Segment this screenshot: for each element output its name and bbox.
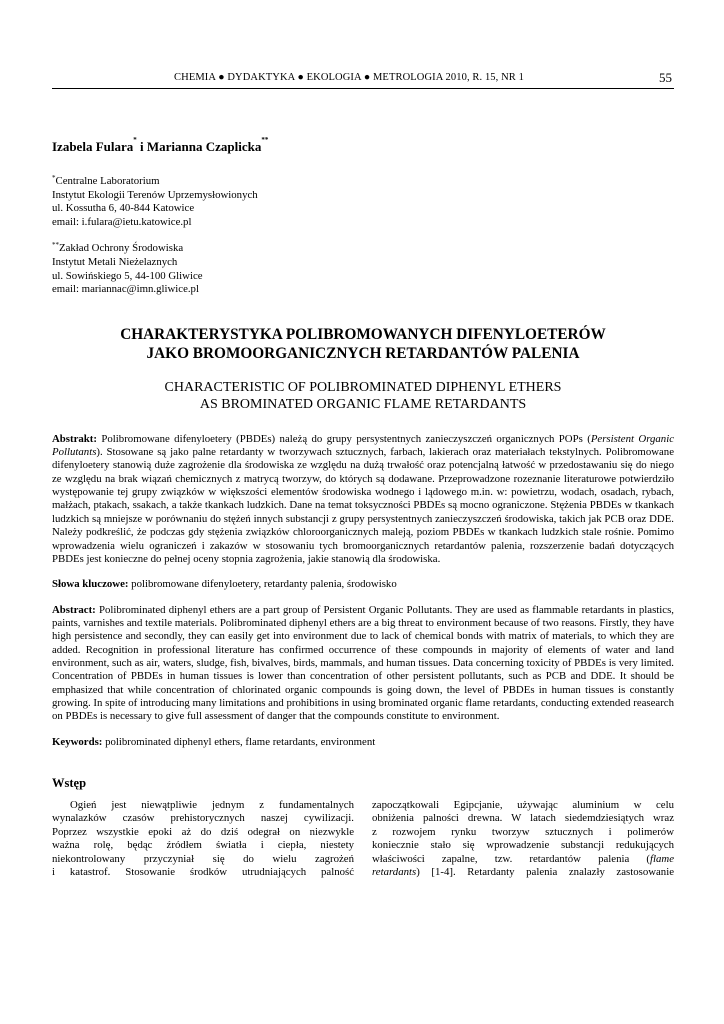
keywords-polish xyxy=(52,578,674,591)
italic-term: flame xyxy=(650,852,674,865)
title-line: JAKO BROMOORGANICZNYCH RETARDANTÓW PALENIA xyxy=(146,344,580,362)
author-conjunction: i xyxy=(136,139,147,154)
affiliation-1 xyxy=(52,175,674,229)
abstract-english xyxy=(52,604,674,724)
keywords-label: Keywords: xyxy=(52,735,103,748)
text-line: wynalazków czasów prehistorycznych naszej cywilizacji. xyxy=(52,812,354,825)
text-line: niekontrolowany przyczyniał się do wielu zagrożeń xyxy=(52,852,354,865)
abstract-text: Polibrominated diphenyl ethers are a part group of Persistent Organic Pollutants. They are used as flammable retardants in plastics, paints, varnishes and textile materials. Polibrominated diphenyl ethers are a big threat to environment because of two reasons. Firstly, they have high persistence and secondly, they can easily get into environment due to lack of chemical bonds with matrix of materials, to which they are added. Recognition in professional literature has confirmed occurrence of these compounds in majority of elements of water and land environment, such as air, waters, sludge, fish, bivalves, birds, mammals, and human tissues. Data concerning toxicity of PBDEs is very limited. Concentration of PBDEs in human tissues is lower than concentration of other persistent pollutants, such as PCB and DDE. It should be emphasized that while concentration of chlorinated organic compounds is going down, the level of PBDEs in human tissues is constantly growing. In spite of introducing many limitations and prohibitions in using brominated organic flame retardants, conducting extended reasearch on PBDEs is necessary to give full assessment of danger that the compounds constitute to environment. xyxy=(52,603,674,723)
text-line: Poprzez wszystkie epoki aż do dziś odegrał on niezwykle xyxy=(52,825,354,838)
title-line: CHARAKTERYSTYKA POLIBROMOWANYCH DIFENYLOETERÓW xyxy=(120,325,606,343)
title-line: AS BROMINATED ORGANIC FLAME RETARDANTS xyxy=(199,396,527,412)
affiliation-email: email: i.fulara@ietu.katowice.pl xyxy=(52,215,192,228)
affiliation-mark: ** xyxy=(261,136,269,144)
abstract-text: ). Stosowane są jako palne retardanty w tworzywach sztucznych, farbach, lakierach oraz materiałach tekstylnych. Polibromowane difenyloetery stanowią duże zagrożenie dla środowiska ze względu na dużą trwałość oraz potencjalną łatwość w przedostawaniu się do niego ze względu na brak wiązań chemicznych z matrycą tworzyw, do których są dodawane. Przeprowadzone rozeznanie literaturowe potwierdziło występowanie tej grupy związków w większości elementów środowiska wodnego i lądowego m.in. w: powietrzu, wodach, osadach, rybach, małżach, ptakach, ssakach, a także tkankach ludzkich. Dane na temat toksyczności PBDEs są mocno ograniczone. Stężenia PBDEs w tkankach ludzkich są mniejsze w porównaniu do stężeń innych substancji z grupy persystentnych zanieczyszczeń środowiska, takich jak PCB oraz DDE. Należy podkreślić, że podczas gdy stężenia związków chloroorganicznych maleją, poziom PBDEs w tkankach ludzkich stale rośnie. Pomimo wprowadzenia wielu ograniczeń i zakazów w stosowaniu tych bromoorganicznych retardantów palenia, rozszerzenie badań dotyczących PBDEs jest konieczne do pełnej oceny stopnia zagrożenia, jakie stanowią dla środowiska. xyxy=(52,446,674,565)
authors xyxy=(52,136,674,155)
abstract-label: Abstract: xyxy=(52,603,96,616)
paper-title-english xyxy=(52,379,674,413)
abstract-label: Abstrakt: xyxy=(52,432,97,445)
title-line: CHARACTERISTIC OF POLIBROMINATED DIPHENYL ETHERS xyxy=(164,379,562,395)
text-line: ważna rolę, będąc źródłem światła i ciepła, niestety xyxy=(52,839,354,852)
section-heading: Wstęp xyxy=(52,775,87,790)
text-fragment: ) [1-4]. Retardanty palenia znalazły zastosowanie xyxy=(416,866,674,879)
affiliation-line: Instytut Metali Nieżelaznych xyxy=(52,255,178,268)
right-column xyxy=(372,799,674,880)
keywords-text: polibromowane difenyloetery, retardanty palenia, środowisko xyxy=(128,578,397,591)
affiliation-line: ul. Sowińskiego 5, 44-100 Gliwice xyxy=(52,269,203,282)
affiliation-line: Centralne Laboratorium xyxy=(55,175,160,187)
abstract-italic-term: Persistent Organic Pollutants xyxy=(52,432,674,459)
paper-title-polish xyxy=(52,325,674,363)
text-line: koniecznie stało się wprowadzenie substancji redukujących xyxy=(372,839,674,852)
author-name: Marianna Czaplicka xyxy=(146,139,262,154)
affiliation-line: ul. Kossutha 6, 40-844 Katowice xyxy=(52,202,195,215)
affiliation-mark: ** xyxy=(52,241,59,250)
keywords-english xyxy=(52,736,674,749)
affiliation-mark: * xyxy=(133,136,137,144)
text-line: i katastrof. Stosowanie środków utrudniających palność xyxy=(52,866,354,879)
text-line: Ogień jest niewątpliwie jednym z fundamentalnych xyxy=(70,798,354,811)
page-number: 55 xyxy=(659,70,672,85)
text-line: zapoczątkowali Egipcjanie, używając aluminium w celu xyxy=(372,798,674,811)
affiliation-line: Zakład Ochrony Środowiska xyxy=(59,242,184,255)
text-line: obniżenia palności drewna. W latach siedemdziesiątych wraz xyxy=(372,812,674,825)
affiliation-line: Instytut Ekologii Terenów Uprzemysłowionych xyxy=(52,188,258,201)
affiliation-email: email: mariannac@imn.gliwice.pl xyxy=(52,283,199,296)
italic-term: retardants xyxy=(372,866,417,879)
page xyxy=(52,66,674,880)
text-line xyxy=(372,853,674,867)
abstract-polish xyxy=(52,433,674,566)
running-header xyxy=(52,66,674,89)
abstract-text: Polibromowane difenyloetery (PBDEs) należą do grupy persystentnych zanieczyszczeń organicznych POPs ( xyxy=(97,432,591,445)
body-columns xyxy=(52,799,674,880)
keywords-label: Słowa kluczowe: xyxy=(52,578,129,591)
text-line: z rozwojem rynku tworzyw sztucznych i polimerów xyxy=(372,825,674,838)
affiliation-mark: * xyxy=(52,174,56,182)
keywords-text: polibrominated diphenyl ethers, flame retardants, environment xyxy=(102,735,376,748)
author-name: Izabela Fulara xyxy=(52,139,134,154)
journal-title: CHEMIA ● DYDAKTYKA ● EKOLOGIA ● METROLOGIA 2010, R. 15, NR 1 xyxy=(174,72,524,83)
text-fragment: właściwości zapalne, tzw. retardantów palenia ( xyxy=(372,852,650,865)
left-column xyxy=(52,799,354,880)
affiliation-2 xyxy=(52,242,674,296)
text-line xyxy=(372,866,674,880)
